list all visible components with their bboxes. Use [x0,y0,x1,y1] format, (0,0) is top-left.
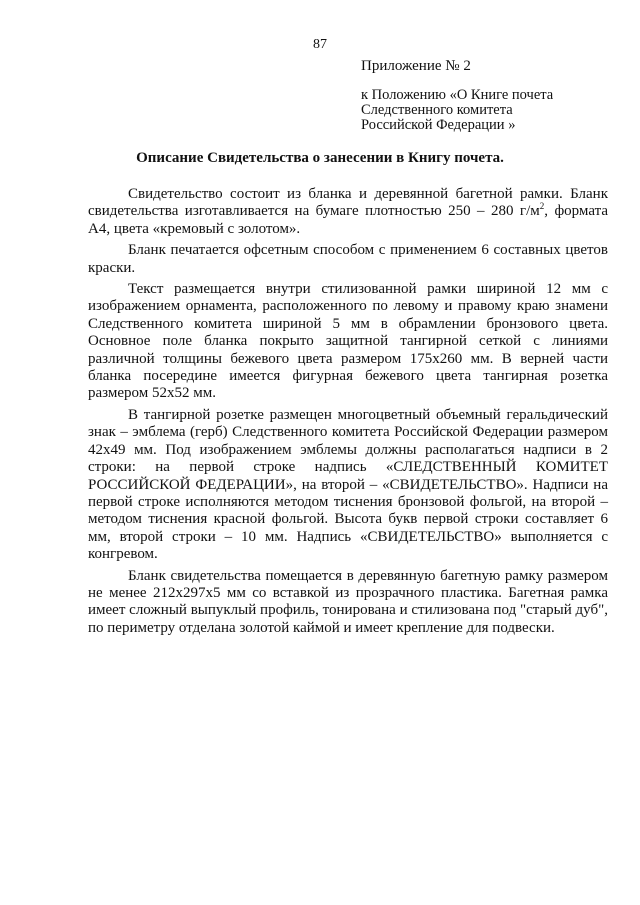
superscript-2: 2 [539,201,545,212]
appendix-reference [361,88,553,133]
reference-line-3: Российской Федерации » [361,117,516,133]
document-body [88,186,608,641]
appendix-label: Приложение № 2 [361,58,471,74]
page-number: 87 [313,37,327,52]
paragraph-1-text: Свидетельство состоит из бланка и деревянной багетной рамки. Бланк свидетельства изготавливается на бумаге плотностью 250 – 280 г/м [88,186,608,220]
paragraph-5: Бланк свидетельства помещается в деревянную багетную рамку размером не менее 212х297х5 мм со вставкой из прозрачного пластика. Багетная рамка имеет сложный выпуклый профиль, тонирована и стилизована под "старый дуб", по периметру отделана золотой каймой и имеет крепление для подвески. [88,567,608,636]
reference-line-2: Следственного комитета [361,102,513,118]
reference-line-1: к Положению «О Книге почета [361,87,554,103]
paragraph-4: В тангирной розетке размещен многоцветный объемный геральдический знак – эмблема (герб) Следственного комитета Российской Федерации размером 42х49 мм. Под изображением эмблемы должны располагаться надписи в 2 строки: на первой строке надпись «СЛЕДСТВЕННЫЙ КОМИТЕТ РОССИЙСКОЙ ФЕДЕРАЦИИ», на второй – «СВИДЕТЕЛЬСТВО». Надписи на первой строке исполняются методом тиснения бронзовой фольгой, на второй – методом тиснения красной фольгой. Высота букв первой строки составляет 6 мм, второй строки – 10 мм. Надпись «СВИДЕТЕЛЬСТВО» выполняется с конгревом. [88,406,608,563]
paragraph-1 [88,186,608,238]
paragraph-1-tail: , формата А4, цвета «кремовый с золотом». [88,203,608,237]
document-title: Описание Свидетельства о занесении в Книгу почета. [136,150,504,166]
paragraph-3: Текст размещается внутри стилизованной рамки шириной 12 мм с изображением орнамента, расположенного по левому и правому краю знамени Следственного комитета шириной 5 мм в обрамлении бронзового цвета. Основное поле бланка покрыто защитной тангирной сеткой с линиями различной толщины бежевого цвета размером 175х260 мм. В верней части бланка посередине имеется фигурная бежевого цвета тангирная розетка размером 52х52 мм. [88,281,608,402]
paragraph-2: Бланк печатается офсетным способом с применением 6 составных цветов краски. [88,242,608,276]
